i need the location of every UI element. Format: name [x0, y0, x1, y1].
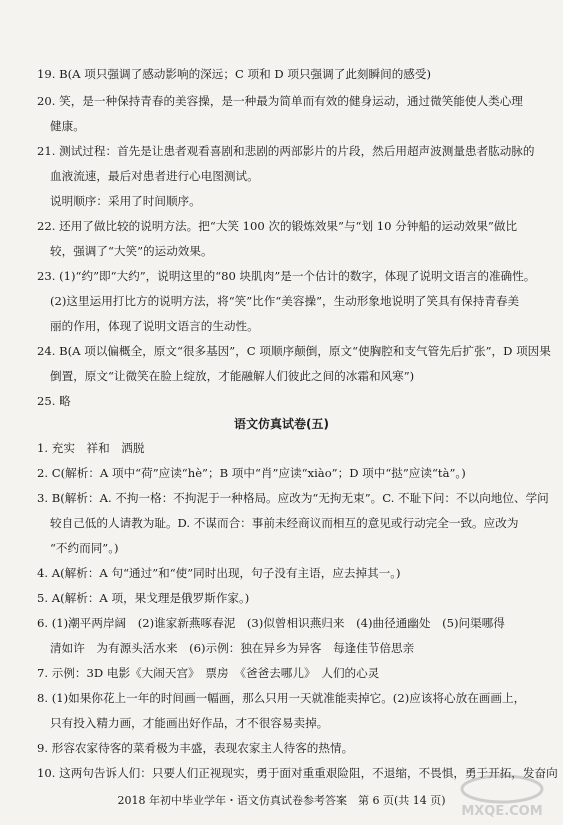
section-title: 语文仿真试卷(五) [234, 417, 329, 431]
answer-8-line-1: 8. (1)如果你花上一年的时间画一幅画，那么只用一天就准能卖掉它。(2)应该将心放在画画上， [37, 691, 526, 705]
answer-10: 10. 这两句告诉人们：只要人们正视现实，勇于面对重重艰险阻，不退缩，不畏惧，勇于开拓，发奋向 [37, 766, 558, 780]
answer-23-line-1: 23. (1)“约”即“大约”，说明这里的“80 块肌肉”是一个估计的数字，体现了说明文语言的准确性。 [37, 269, 536, 283]
answer-23-line-3: 丽的作用，体现了说明文语言的生动性。 [50, 319, 259, 333]
answer-6-line-1: 6. (1)潮平两岸阔 (2)谁家新燕啄春泥 (3)似曾相识燕归来 (4)曲径通幽处 (5)问渠哪得 [37, 616, 505, 630]
answer-22-line-2: 较，强调了“大笑”的运动效果。 [50, 244, 213, 258]
answer-21-line-3: 说明顺序：采用了时间顺序。 [50, 194, 201, 208]
answer-19: 19. B(A 项只强调了感动影响的深远；C 项和 D 项只强调了此刻瞬间的感受) [37, 67, 432, 81]
answer-22-line-1: 22. 还用了做比较的说明方法。把“大笑 100 次的锻炼效果”与“划 10 分钟船的运动效果”做比 [37, 219, 518, 233]
answer-3-line-3: “不约而同”。) [50, 541, 119, 555]
answer-7: 7. 示例：3D 电影《大闹天宫》 票房 《爸爸去哪儿》 人们的心灵 [37, 666, 380, 680]
answer-21-line-2: 血液流速，最后对患者进行心电图测试。 [50, 169, 259, 183]
answer-2: 2. C(解析：A 项中“荷”应读“hè”；B 项中“肖”应读“xiào”；D 项中“挞”应读“tà”。) [37, 466, 466, 480]
answer-24-line-2: 倒置，原文“让微笑在脸上绽放，才能融解人们彼此之间的冰霜和风寒”) [50, 369, 415, 383]
answer-3-line-1: 3. B(解析：A. 不拘一格：不拘泥于一种格局。应改为“无拘无束”。C. 不耻下问：不以向地位、学问 [37, 491, 549, 505]
answer-24-line-1: 24. B(A 项以偏概全，原文“很多基因”，C 项顺序颠倒，原文“使胸腔和支气管先后扩张”，D 项因果 [37, 344, 551, 358]
answer-6-line-2: 清如许 为有源头活水来 (6)示例：独在异乡为异客 每逢佳节倍思亲 [50, 641, 415, 655]
answer-1: 1. 充实 祥和 洒脱 [37, 441, 145, 455]
answer-4: 4. A(解析：A 句“通过”和“使”同时出现，句子没有主语，应去掉其一。) [37, 566, 401, 580]
answer-21-line-1: 21. 测试过程：首先是让患者观看喜剧和悲剧的两部影片的片段，然后用超声波测量患者肱动脉的 [37, 144, 535, 158]
page-footer: 2018 年初中毕业学年・语文仿真试卷参考答案 第 6 页(共 14 页) [117, 794, 446, 807]
answer-5: 5. A(解析：A 项，果戈理是俄罗斯作家。) [37, 591, 250, 605]
answer-20-line-1: 20. 笑，是一种保持青春的美容操，是一种最为简单而有效的健身运动，通过微笑能使人类心理 [37, 94, 523, 108]
answer-23-line-2: (2)这里运用打比方的说明方法，将“笑”比作“美容操”，生动形象地说明了笑具有保持青春美 [50, 294, 520, 308]
svg-text:MXQE.COM: MXQE.COM [461, 804, 543, 819]
watermark-logo [447, 773, 557, 819]
answer-3-line-2: 较自己低的人请教为耻。D. 不谋而合：事前未经商议而相互的意见或行动完全一致。应改为 [50, 516, 519, 530]
answer-20-line-2: 健康。 [50, 119, 85, 133]
answer-25: 25. 略 [37, 394, 71, 408]
answer-8-line-2: 只有投入精力画，才能画出好作品，才不很容易卖掉。 [50, 716, 329, 730]
answer-9: 9. 形容农家待客的菜肴极为丰盛，表现农家主人待客的热情。 [37, 741, 354, 755]
